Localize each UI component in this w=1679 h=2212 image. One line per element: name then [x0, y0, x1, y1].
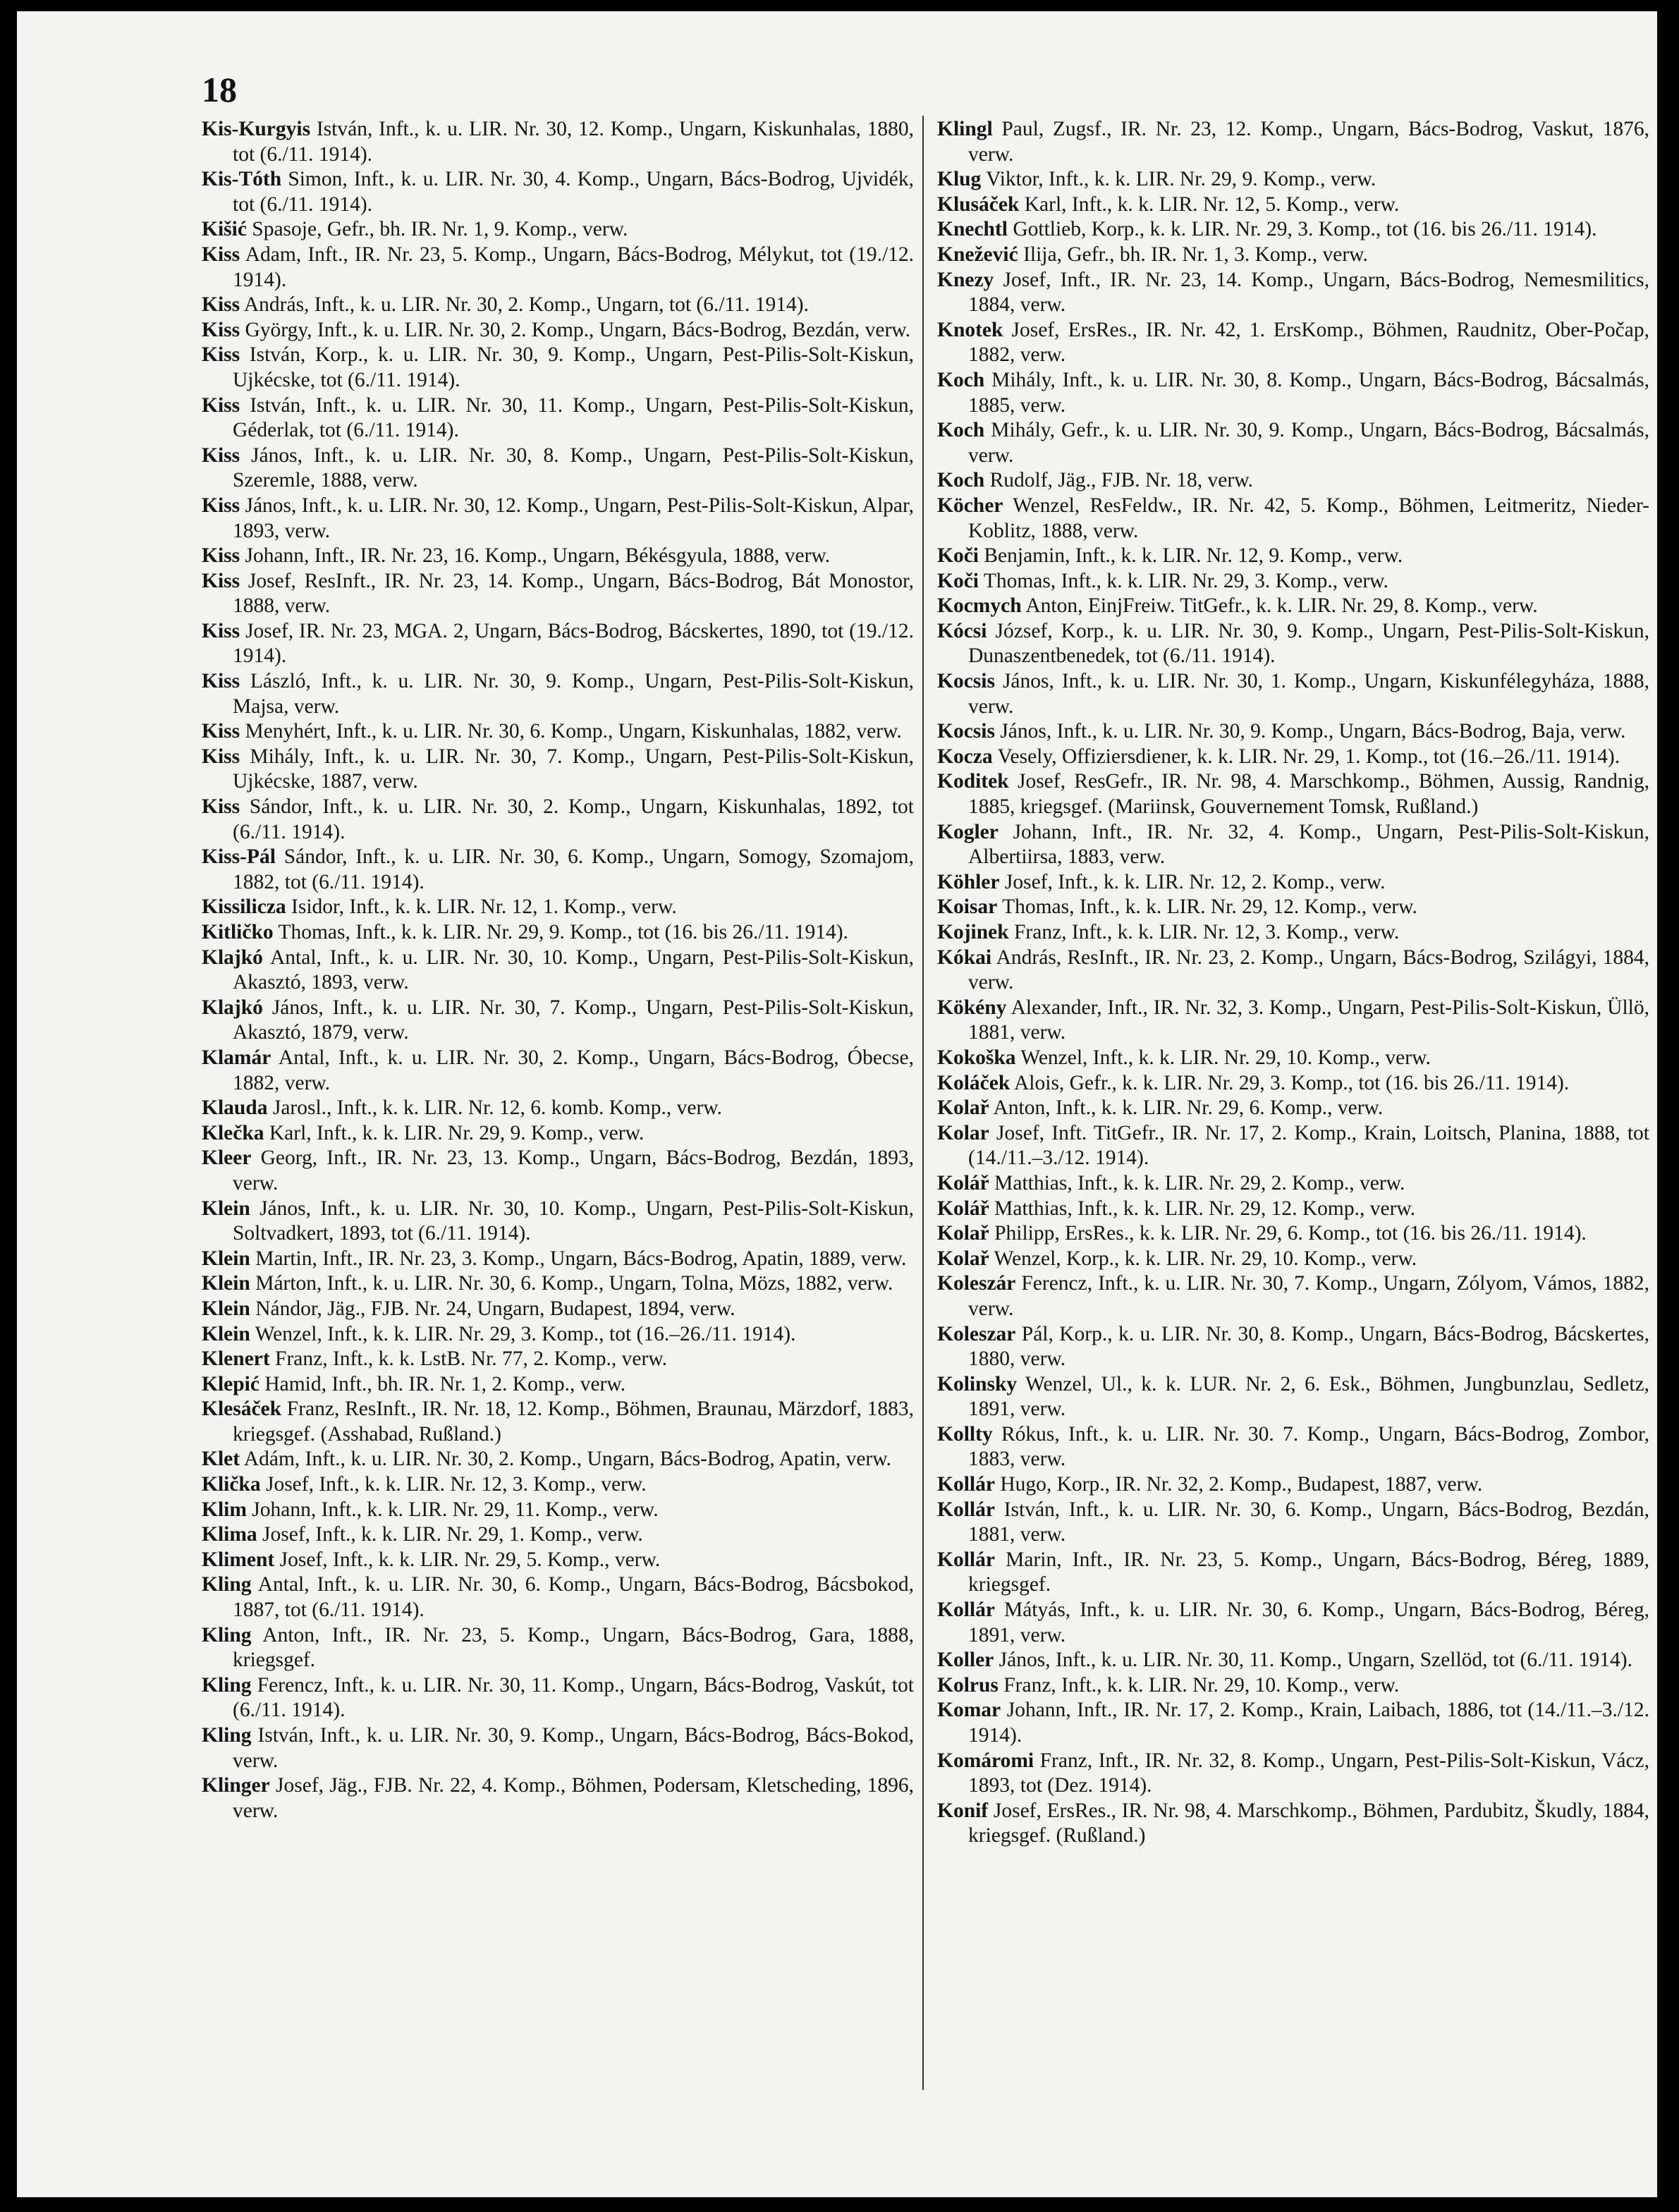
entry-details: Mátyás, Inft., k. u. LIR. Nr. 30, 6. Komp., Ungarn, Bács-Bodrog, Béreg, 1891, verw. — [968, 1599, 1649, 1646]
entry-surname: Kiss — [202, 318, 240, 341]
entry-surname: Kocza — [937, 745, 993, 768]
entry-surname: Kiss — [202, 720, 240, 743]
right-column — [937, 117, 1649, 1849]
entry-details: Mihály, Inft., k. u. LIR. Nr. 30, 7. Komp., Ungarn, Pest-Pilis-Solt-Kiskun, Ujkécske, 1887, verw. — [233, 745, 914, 793]
entry-surname: Kiss — [202, 670, 240, 693]
list-item — [937, 1071, 1649, 1096]
entry-details: Matthias, Inft., k. k. LIR. Nr. 29, 12. Komp., verw. — [994, 1197, 1416, 1220]
entry-details: Josef, Inft., k. k. LIR. Nr. 12, 3. Komp., verw. — [265, 1473, 647, 1496]
entry-details: Josef, ErsRes., IR. Nr. 42, 1. ErsKomp., Böhmen, Raudnitz, Ober-Počap, 1882, verw. — [968, 318, 1649, 367]
list-item — [202, 293, 914, 318]
entry-surname: Klein — [202, 1272, 250, 1295]
entry-surname: Knechtl — [937, 218, 1008, 241]
entry-details: Josef, ErsRes., IR. Nr. 98, 4. Marschkomp., Böhmen, Pardubitz, Škudly, 1884, kriegsgef. (Rußland.) — [968, 1799, 1649, 1847]
entry-details: József, Korp., k. u. LIR. Nr. 30, 9. Komp., Ungarn, Pest-Pilis-Solt-Kiskun, Dunaszentbenedek, tot (6./11. 1914). — [968, 619, 1650, 668]
list-item — [202, 1472, 914, 1498]
list-item — [937, 619, 1649, 669]
list-item — [937, 719, 1649, 745]
entry-surname: Klein — [202, 1322, 250, 1345]
entry-surname: Knezy — [937, 268, 994, 291]
list-item — [202, 745, 914, 795]
list-item — [202, 895, 914, 920]
entry-surname: Kolář — [937, 1197, 989, 1220]
entry-surname: Klamár — [202, 1046, 271, 1069]
entry-details: Josef, Inft. TitGefr., IR. Nr. 17, 2. Komp., Krain, Loitsch, Planina, 1888, tot (14./11.–3./12. 1914). — [968, 1121, 1649, 1170]
entry-details: Josef, Inft., k. k. LIR. Nr. 12, 2. Komp., verw. — [1004, 870, 1386, 893]
entry-details: Vesely, Offiziersdiener, k. k. LIR. Nr. 29, 1. Komp., tot (16.–26./11. 1914). — [997, 745, 1620, 768]
entry-details: István, Inft., k. u. LIR. Nr. 30, 11. Komp., Ungarn, Pest-Pilis-Solt-Kiskun, Géderlak, tot (6./11. 1914). — [233, 393, 915, 442]
list-item — [202, 1673, 914, 1723]
entry-details: György, Inft., k. u. LIR. Nr. 30, 2. Komp., Ungarn, Bács-Bodrog, Bezdán, verw. — [245, 318, 911, 341]
list-item — [937, 920, 1649, 946]
entry-surname: Kis-Kurgyis — [202, 118, 311, 140]
entry-surname: Klajkó — [202, 996, 263, 1019]
list-item — [937, 193, 1649, 218]
list-item — [202, 1773, 914, 1823]
list-item — [937, 1422, 1649, 1472]
entry-surname: Kiss — [202, 619, 240, 642]
list-item — [937, 494, 1649, 544]
entry-surname: Köcher — [937, 494, 1003, 517]
entry-surname: Kolař — [937, 1222, 989, 1245]
entry-details: István, Inft., k. u. LIR. Nr. 30, 12. Komp., Ungarn, Kiskunhalas, 1880, tot (6./11. 1914). — [233, 118, 915, 166]
entry-details: Márton, Inft., k. u. LIR. Nr. 30, 6. Komp., Ungarn, Tolna, Mözs, 1882, verw. — [255, 1272, 893, 1295]
entry-surname: Kišić — [202, 218, 247, 241]
list-item — [202, 1498, 914, 1523]
list-item — [202, 117, 914, 167]
entry-details: János, Inft., k. u. LIR. Nr. 30, 10. Komp., Ungarn, Pest-Pilis-Solt-Kiskun, Soltvadkert, 1893, tot (6./11. 1914). — [233, 1197, 915, 1245]
entry-surname: Kling — [202, 1673, 252, 1697]
list-item — [937, 946, 1649, 996]
entry-details: Karl, Inft., k. k. LIR. Nr. 29, 9. Komp., verw. — [269, 1121, 645, 1144]
entry-surname: Klenert — [202, 1348, 270, 1371]
entry-details: Josef, IR. Nr. 23, MGA. 2, Ungarn, Bács-Bodrog, Bácskertes, 1890, tot (19./12. 1914). — [233, 619, 915, 668]
list-item — [937, 1548, 1649, 1598]
entry-surname: Klesáček — [202, 1398, 282, 1421]
entry-surname: Kolrus — [937, 1673, 999, 1697]
entry-surname: Klein — [202, 1247, 250, 1270]
list-item — [937, 468, 1649, 494]
entry-details: Ilija, Gefr., bh. IR. Nr. 1, 3. Komp., verw. — [1023, 243, 1368, 266]
entry-surname: Kling — [202, 1623, 252, 1646]
entry-surname: Kocsis — [937, 720, 995, 743]
list-item — [937, 1247, 1649, 1272]
list-item — [937, 594, 1649, 619]
list-item — [937, 870, 1649, 896]
entry-surname: Kolař — [937, 1096, 989, 1120]
entry-details: András, ResInft., IR. Nr. 23, 2. Komp., Ungarn, Bács-Bodrog, Szilágyi, 1884, verw. — [968, 946, 1649, 994]
entry-details: Pál, Korp., k. u. LIR. Nr. 30, 8. Komp., Ungarn, Bács-Bodrog, Bácskertes, 1880, verw. — [968, 1322, 1650, 1371]
entry-details: István, Inft., k. u. LIR. Nr. 30, 9. Komp., Ungarn, Bács-Bodrog, Bács-Bokod, verw. — [233, 1724, 914, 1772]
entry-details: Georg, Inft., IR. Nr. 23, 13. Komp., Ungarn, Bács-Bodrog, Bezdán, 1893, verw. — [233, 1147, 914, 1194]
entry-surname: Kiss — [202, 544, 240, 568]
list-item — [937, 769, 1649, 819]
list-item — [937, 996, 1649, 1046]
list-item — [202, 1447, 914, 1472]
page-number: 18 — [202, 70, 237, 109]
entry-surname: Komar — [937, 1699, 1001, 1722]
list-item — [202, 996, 914, 1046]
list-item — [202, 1297, 914, 1322]
entry-details: Rókus, Inft., k. u. LIR. Nr. 30. 7. Komp., Ungarn, Bács-Bodrog, Zombor, 1883, verw. — [968, 1422, 1649, 1471]
entry-details: Franz, Inft., k. k. LIR. Nr. 29, 10. Komp., verw. — [1003, 1673, 1400, 1697]
entry-details: Franz, ResInft., IR. Nr. 18, 12. Komp., Böhmen, Braunau, Märzdorf, 1883, kriegsgef. (Asshabad, Rußland.) — [233, 1398, 914, 1446]
entry-details: Wenzel, Inft., k. k. LIR. Nr. 29, 10. Komp., verw. — [1020, 1046, 1431, 1069]
list-item — [937, 1221, 1649, 1247]
column-divider — [922, 116, 924, 2090]
entry-surname: Kocmych — [937, 594, 1022, 618]
list-item — [202, 1322, 914, 1348]
entry-surname: Koch — [937, 368, 985, 391]
entry-details: Thomas, Inft., k. k. LIR. Nr. 29, 12. Komp., verw. — [1002, 896, 1417, 919]
list-item — [937, 1498, 1649, 1548]
list-item — [937, 1749, 1649, 1799]
list-item — [202, 1572, 914, 1623]
entry-details: Benjamin, Inft., k. k. LIR. Nr. 12, 9. Komp., verw. — [984, 544, 1403, 568]
entry-surname: Kissilicza — [202, 896, 286, 919]
list-item — [202, 1247, 914, 1272]
entry-details: Wenzel, Ul., k. k. LUR. Nr. 2, 6. Esk., Böhmen, Jungbunzlau, Sedletz, 1891, verw. — [968, 1372, 1649, 1421]
entry-surname: Kolař — [937, 1247, 989, 1270]
entry-details: Philipp, ErsRes., k. k. LIR. Nr. 29, 6. Komp., tot (16. bis 26./11. 1914). — [994, 1222, 1587, 1245]
entry-surname: Koch — [937, 419, 985, 442]
list-item — [937, 1372, 1649, 1422]
entry-details: István, Korp., k. u. LIR. Nr. 30, 9. Komp., Ungarn, Pest-Pilis-Solt-Kiskun, Ujkécske, tot (6./11. 1914). — [233, 343, 914, 391]
list-item — [202, 1347, 914, 1372]
list-item — [937, 217, 1649, 243]
entry-details: Alois, Gefr., k. k. LIR. Nr. 29, 3. Komp., tot (16. bis 26./11. 1914). — [1014, 1071, 1570, 1094]
entry-details: Antal, Inft., k. u. LIR. Nr. 30, 2. Komp., Ungarn, Bács-Bodrog, Óbecse, 1882, verw. — [233, 1046, 914, 1094]
entry-details: Alexander, Inft., IR. Nr. 32, 3. Komp., Ungarn, Pest-Pilis-Solt-Kiskun, Üllö, 1881, verw. — [968, 996, 1649, 1044]
list-item — [202, 243, 914, 293]
list-item — [202, 845, 914, 895]
list-item — [202, 544, 914, 569]
entry-details: János, Inft., k. u. LIR. Nr. 30, 8. Komp., Ungarn, Pest-Pilis-Solt-Kiskun, Szeremle, 1888, verw. — [233, 444, 914, 492]
entry-details: Thomas, Inft., k. k. LIR. Nr. 29, 9. Komp., tot (16. bis 26./11. 1914). — [278, 921, 848, 943]
entry-surname: Kiss-Pál — [202, 845, 276, 869]
entry-details: János, Inft., k. u. LIR. Nr. 30, 1. Komp., Ungarn, Kiskunfélegyháza, 1888, verw. — [968, 670, 1650, 718]
entry-surname: Kolář — [937, 1171, 989, 1194]
list-item — [202, 1096, 914, 1121]
list-item — [202, 318, 914, 343]
entry-details: Josef, Inft., k. k. LIR. Nr. 29, 5. Komp., verw. — [279, 1548, 661, 1571]
entry-details: Josef, ResInft., IR. Nr. 23, 14. Komp., Ungarn, Bács-Bodrog, Bát Monostor, 1888, verw. — [233, 569, 915, 618]
list-item — [937, 544, 1649, 569]
entry-surname: Kojinek — [937, 921, 1009, 943]
list-item — [202, 719, 914, 745]
entry-details: Anton, EinjFreiw. TitGefr., k. k. LIR. Nr. 29, 8. Komp., verw. — [1025, 594, 1538, 618]
entry-details: Adám, Inft., k. u. LIR. Nr. 30, 2. Komp., Ungarn, Bács-Bodrog, Apatin, verw. — [243, 1448, 891, 1471]
entry-surname: Koláček — [937, 1071, 1011, 1094]
list-item — [937, 895, 1649, 920]
entry-surname: Klein — [202, 1197, 250, 1220]
entry-surname: Kliment — [202, 1548, 275, 1571]
entry-details: Antal, Inft., k. u. LIR. Nr. 30, 6. Komp., Ungarn, Bács-Bodrog, Bácsbokod, 1887, tot (6./11. 1914). — [233, 1573, 915, 1622]
entry-surname: Koisar — [937, 896, 998, 919]
entry-surname: Koch — [937, 469, 985, 492]
entry-surname: Kollty — [937, 1422, 993, 1446]
list-item — [937, 368, 1649, 418]
list-item — [202, 946, 914, 996]
entry-details: Johann, Inft., IR. Nr. 32, 4. Komp., Ungarn, Pest-Pilis-Solt-Kiskun, Albertiirsa, 1883, verw. — [968, 820, 1650, 869]
entry-details: István, Inft., k. u. LIR. Nr. 30, 6. Komp., Ungarn, Bács-Bodrog, Bezdán, 1881, verw. — [968, 1498, 1649, 1546]
list-item — [202, 1121, 914, 1147]
entry-surname: Kiss — [202, 569, 240, 592]
entry-surname: Kokoška — [937, 1046, 1016, 1069]
entry-surname: Klinger — [202, 1774, 270, 1797]
entry-surname: Konif — [937, 1799, 989, 1822]
entry-surname: Klug — [937, 168, 982, 191]
entry-surname: Kiss — [202, 494, 240, 517]
list-item — [937, 569, 1649, 594]
entry-surname: Klička — [202, 1473, 261, 1496]
entry-surname: Koditek — [937, 770, 1009, 793]
list-item — [202, 444, 914, 494]
entry-details: Wenzel, Korp., k. k. LIR. Nr. 29, 10. Komp., verw. — [994, 1247, 1417, 1270]
entry-surname: Kling — [202, 1724, 252, 1747]
list-item — [937, 820, 1649, 870]
entry-details: Rudolf, Jäg., FJB. Nr. 18, verw. — [989, 469, 1253, 492]
entry-surname: Klepić — [202, 1372, 260, 1395]
entry-details: Simon, Inft., k. u. LIR. Nr. 30, 4. Komp., Ungarn, Bács-Bodrog, Ujvidék, tot (6./11. 1914). — [233, 168, 915, 216]
list-item — [202, 1046, 914, 1096]
entry-surname: Klein — [202, 1297, 250, 1320]
list-item — [937, 318, 1649, 368]
entry-surname: Klingl — [937, 118, 993, 140]
list-item — [937, 1197, 1649, 1222]
list-item — [202, 1723, 914, 1773]
list-item — [937, 117, 1649, 167]
entry-details: Marin, Inft., IR. Nr. 23, 5. Komp., Ungarn, Bács-Bodrog, Béreg, 1889, kriegsgef. — [968, 1548, 1650, 1596]
entry-surname: Knotek — [937, 318, 1003, 341]
entry-surname: Kókai — [937, 946, 992, 969]
list-item — [202, 1197, 914, 1247]
entry-surname: Klima — [202, 1523, 257, 1546]
list-item — [202, 1372, 914, 1398]
list-item — [202, 920, 914, 946]
entry-details: Anton, Inft., IR. Nr. 23, 5. Komp., Ungarn, Bács-Bodrog, Gara, 1888, kriegsgef. — [233, 1623, 915, 1672]
list-item — [937, 1322, 1649, 1372]
entry-surname: Klečka — [202, 1121, 264, 1144]
list-item — [937, 418, 1649, 468]
entry-details: Franz, Inft., IR. Nr. 32, 8. Komp., Ungarn, Pest-Pilis-Solt-Kiskun, Vácz, 1893, tot (Dez. 1914). — [968, 1749, 1650, 1797]
entry-details: Wenzel, ResFeldw., IR. Nr. 42, 5. Komp., Böhmen, Leitmeritz, Nieder-Koblitz, 1888, verw. — [968, 494, 1650, 542]
entry-surname: Klim — [202, 1498, 247, 1521]
entry-details: Matthias, Inft., k. k. LIR. Nr. 29, 2. Komp., verw. — [994, 1171, 1405, 1194]
entry-details: Mihály, Gefr., k. u. LIR. Nr. 30, 9. Komp., Ungarn, Bács-Bodrog, Bácsalmás, verw. — [968, 419, 1650, 467]
list-item — [202, 669, 914, 719]
entry-surname: Kollár — [937, 1498, 995, 1521]
entry-details: Josef, ResGefr., IR. Nr. 98, 4. Marschkomp., Böhmen, Aussig, Randnig, 1885, kriegsgef. (Mariinsk, Gouvernement Tomsk, Rußland.) — [968, 770, 1649, 819]
entry-details: Franz, Inft., k. k. LIR. Nr. 12, 3. Komp., verw. — [1014, 921, 1400, 943]
list-item — [937, 1096, 1649, 1121]
list-item — [937, 1046, 1649, 1071]
entry-details: Hugo, Korp., IR. Nr. 32, 2. Komp., Budapest, 1887, verw. — [1000, 1473, 1483, 1496]
entry-details: Johann, Inft., IR. Nr. 23, 16. Komp., Ungarn, Békésgyula, 1888, verw. — [245, 544, 831, 568]
list-item — [937, 1171, 1649, 1197]
entry-details: Karl, Inft., k. k. LIR. Nr. 12, 5. Komp., verw. — [1024, 193, 1400, 216]
entry-details: Johann, Inft., k. k. LIR. Nr. 29, 11. Komp., verw. — [252, 1498, 659, 1521]
entry-details: Josef, Jäg., FJB. Nr. 22, 4. Komp., Böhmen, Podersam, Kletscheding, 1896, verw. — [233, 1774, 915, 1822]
entry-surname: Kiss — [202, 745, 240, 768]
entry-surname: Koleszár — [937, 1272, 1016, 1295]
entry-details: Paul, Zugsf., IR. Nr. 23, 12. Komp., Ungarn, Bács-Bodrog, Vaskut, 1876, verw. — [968, 118, 1649, 166]
list-item — [202, 167, 914, 217]
entry-details: János, Inft., k. u. LIR. Nr. 30, 9. Komp., Ungarn, Bács-Bodrog, Baja, verw. — [1000, 720, 1626, 743]
entry-details: Nándor, Jäg., FJB. Nr. 24, Ungarn, Budapest, 1894, verw. — [255, 1297, 735, 1320]
entry-details: Martin, Inft., IR. Nr. 23, 3. Komp., Ungarn, Bács-Bodrog, Apatin, 1889, verw. — [255, 1247, 907, 1270]
list-item — [937, 243, 1649, 268]
entry-surname: Kollár — [937, 1599, 995, 1622]
entry-details: Anton, Inft., k. k. LIR. Nr. 29, 6. Komp., verw. — [993, 1096, 1384, 1120]
entry-details: János, Inft., k. u. LIR. Nr. 30, 12. Komp., Ungarn, Pest-Pilis-Solt-Kiskun, Alpar, 1893, verw. — [233, 494, 915, 542]
entry-details: Wenzel, Inft., k. k. LIR. Nr. 29, 3. Komp., tot (16.–26./11. 1914). — [255, 1322, 796, 1345]
entry-details: Gottlieb, Korp., k. k. LIR. Nr. 29, 3. Komp., tot (16. bis 26./11. 1914). — [1013, 218, 1597, 241]
list-item — [202, 1146, 914, 1196]
entry-surname: Kis-Tóth — [202, 168, 282, 191]
list-item — [202, 343, 914, 393]
entry-details: Isidor, Inft., k. k. LIR. Nr. 12, 1. Komp., verw. — [291, 896, 677, 919]
list-item — [937, 1698, 1649, 1748]
entry-surname: Kiss — [202, 293, 240, 317]
list-item — [937, 1799, 1649, 1849]
entry-surname: Knežević — [937, 243, 1018, 266]
list-item — [202, 494, 914, 544]
list-item — [937, 1121, 1649, 1171]
entry-details: Thomas, Inft., k. k. LIR. Nr. 29, 3. Komp., verw. — [983, 569, 1388, 592]
list-item — [202, 1271, 914, 1297]
entry-surname: Kling — [202, 1573, 252, 1596]
list-item — [937, 1648, 1649, 1673]
entry-surname: Kiss — [202, 444, 240, 467]
entry-details: Spasoje, Gefr., bh. IR. Nr. 1, 9. Komp., verw. — [252, 218, 628, 241]
list-item — [202, 619, 914, 669]
list-item — [937, 1598, 1649, 1648]
entry-details: Josef, Inft., IR. Nr. 23, 14. Komp., Ungarn, Bács-Bodrog, Nemesmilitics, 1884, verw. — [968, 268, 1650, 317]
entry-surname: Kiss — [202, 243, 240, 266]
entry-surname: Komáromi — [937, 1749, 1034, 1772]
list-item — [937, 167, 1649, 193]
entry-surname: Kollár — [937, 1548, 995, 1571]
entry-surname: Kökény — [937, 996, 1007, 1019]
entry-details: Josef, Inft., k. k. LIR. Nr. 29, 1. Komp., verw. — [262, 1523, 643, 1546]
entry-surname: Klajkó — [202, 946, 263, 969]
entry-surname: Kogler — [937, 820, 999, 843]
entry-details: Mihály, Inft., k. u. LIR. Nr. 30, 8. Komp., Ungarn, Bács-Bodrog, Bácsalmás, 1885, verw. — [968, 368, 1649, 417]
entry-surname: Koči — [937, 544, 979, 568]
entry-surname: Köhler — [937, 870, 1000, 893]
list-item — [202, 217, 914, 243]
entry-details: Antal, Inft., k. u. LIR. Nr. 30, 10. Komp., Ungarn, Pest-Pilis-Solt-Kiskun, Akasztó, 1893, verw. — [233, 946, 914, 994]
list-item — [937, 745, 1649, 770]
entry-details: János, Inft., k. u. LIR. Nr. 30, 7. Komp., Ungarn, Pest-Pilis-Solt-Kiskun, Akasztó, 1879, verw. — [233, 996, 915, 1044]
list-item — [202, 1397, 914, 1447]
entry-details: Jarosl., Inft., k. k. LIR. Nr. 12, 6. komb. Komp., verw. — [272, 1096, 723, 1120]
entry-surname: Kocsis — [937, 670, 995, 693]
entry-surname: Kócsi — [937, 619, 987, 642]
entry-details: Sándor, Inft., k. u. LIR. Nr. 30, 2. Komp., Ungarn, Kiskunhalas, 1892, tot (6./11. 1914). — [233, 795, 914, 843]
entry-surname: Kiss — [202, 795, 240, 819]
entry-surname: Klet — [202, 1448, 240, 1471]
entry-surname: Klauda — [202, 1096, 268, 1120]
list-item — [202, 795, 914, 845]
entry-surname: Kleer — [202, 1147, 252, 1170]
entry-surname: Klusáček — [937, 193, 1020, 216]
entry-details: Ferencz, Inft., k. u. LIR. Nr. 30, 11. Komp., Ungarn, Bács-Bodrog, Vaskút, tot (6./11. 1914). — [233, 1673, 915, 1722]
entry-surname: Kitličko — [202, 921, 274, 943]
entry-surname: Kiss — [202, 393, 240, 417]
list-item — [202, 569, 914, 619]
entry-details: Menyhért, Inft., k. u. LIR. Nr. 30, 6. Komp., Ungarn, Kiskunhalas, 1882, verw. — [245, 720, 902, 743]
entry-surname: Kolinsky — [937, 1372, 1018, 1395]
list-item — [937, 1271, 1649, 1321]
entry-surname: Koller — [937, 1649, 994, 1672]
list-item — [202, 1522, 914, 1548]
list-item — [202, 1623, 914, 1673]
entry-details: János, Inft., k. u. LIR. Nr. 30, 11. Komp., Ungarn, Szellöd, tot (6./11. 1914). — [999, 1649, 1632, 1672]
entry-details: Ferencz, Inft., k. u. LIR. Nr. 30, 7. Komp., Ungarn, Zólyom, Vámos, 1882, verw. — [968, 1272, 1649, 1320]
entry-details: Johann, Inft., IR. Nr. 17, 2. Komp., Krain, Laibach, 1886, tot (14./11.–3./12. 1914). — [968, 1699, 1649, 1747]
left-column — [202, 117, 914, 1823]
list-item — [937, 1472, 1649, 1498]
entry-details: Viktor, Inft., k. k. LIR. Nr. 29, 9. Komp., verw. — [986, 168, 1376, 191]
entry-details: Adam, Inft., IR. Nr. 23, 5. Komp., Ungarn, Bács-Bodrog, Mélykut, tot (19./12. 1914). — [233, 243, 915, 291]
document-page — [17, 11, 1657, 2197]
entry-details: Sándor, Inft., k. u. LIR. Nr. 30, 6. Komp., Ungarn, Somogy, Szomajom, 1882, tot (6./11. 1914). — [233, 845, 914, 893]
entry-surname: Koleszar — [937, 1322, 1016, 1345]
list-item — [937, 669, 1649, 719]
list-item — [937, 268, 1649, 318]
entry-details: Hamid, Inft., bh. IR. Nr. 1, 2. Komp., verw. — [264, 1372, 626, 1395]
entry-surname: Kolar — [937, 1121, 989, 1144]
list-item — [202, 1548, 914, 1573]
entry-surname: Kiss — [202, 343, 240, 367]
entry-surname: Koči — [937, 569, 979, 592]
entry-surname: Kollár — [937, 1473, 995, 1496]
entry-details: András, Inft., k. u. LIR. Nr. 30, 2. Komp., Ungarn, tot (6./11. 1914). — [243, 293, 809, 317]
entry-details: Franz, Inft., k. k. LstB. Nr. 77, 2. Komp., verw. — [275, 1348, 668, 1371]
list-item — [937, 1673, 1649, 1699]
list-item — [202, 393, 914, 444]
entry-details: László, Inft., k. u. LIR. Nr. 30, 9. Komp., Ungarn, Pest-Pilis-Solt-Kiskun, Majsa, verw. — [233, 670, 914, 718]
